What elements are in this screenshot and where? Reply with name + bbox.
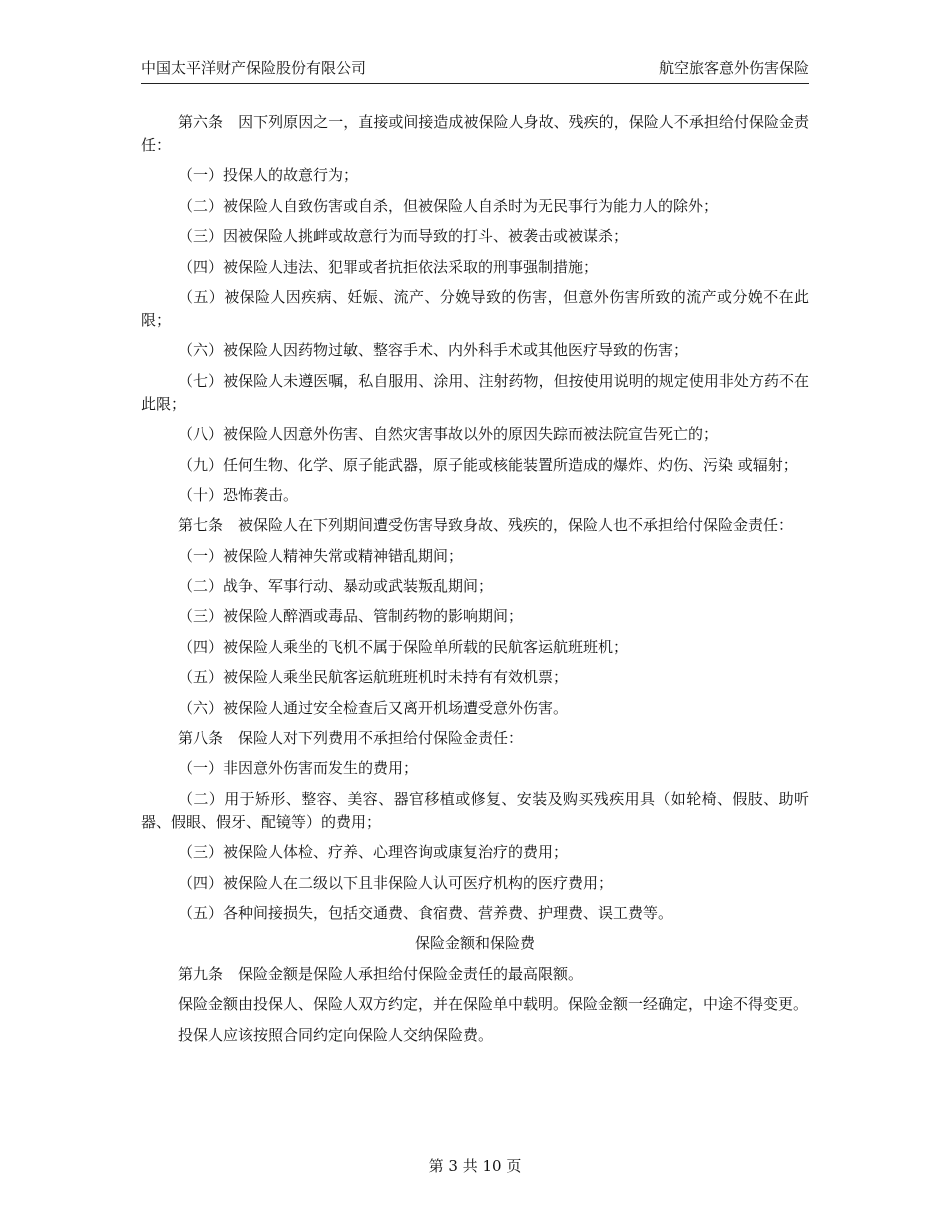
article-8-item-3: （三）被保险人体检、疗养、心理咨询或康复治疗的费用； [178,843,569,862]
page-header [141,57,809,84]
article-6-item-8: （八）被保险人因意外伤害、自然灾害事故以外的原因失踪而被法院宣告死亡的； [178,425,719,444]
article-6-item-7: （七）被保险人未遵医嘱，私自服用、涂用、注射药物，但按使用说明的规定使用非处方药不在此限； [141,371,809,413]
article-6-item-6: （六）被保险人因药物过敏、整容手术、内外科手术或其他医疗导致的伤害； [178,341,689,360]
article-7-item-6: （六）被保险人通过安全检查后又离开机场遭受意外伤害。 [178,698,569,717]
article-7-item-1: （一）被保险人精神失常或精神错乱期间； [178,546,464,565]
article-7-item-3: （三）被保险人醉酒或毒品、管制药物的影响期间； [178,607,524,626]
article-8-item-5: （五）各种间接损失，包括交通费、食宿费、营养费、护理费、误工费等。 [178,903,674,922]
article-7-heading: 第七条 被保险人在下列期间遭受伤害导致身故、残疾的，保险人也不承担给付保险金责任： [178,516,794,535]
article-6-item-10: （十）恐怖袭击。 [178,485,299,504]
article-9-paragraph-2: 投保人应该按照合同约定向保险人交纳保险费。 [178,1025,494,1044]
article-8-item-4: （四）被保险人在二级以下且非保险人认可医疗机构的医疗费用； [178,873,614,892]
article-8-item-2: （二）用于矫形、整容、美容、器官移植或修复、安装及购买残疾用具（如轮椅、假肢、助听器、假眼、假牙、配镜等）的费用； [141,789,809,831]
article-8-item-1: （一）非因意外伤害而发生的费用； [178,759,419,778]
document-body [141,111,809,1054]
article-8-heading: 第八条 保险人对下列费用不承担给付保险金责任： [178,729,524,748]
article-6-item-3: （三）因被保险人挑衅或故意行为而导致的打斗、被袭击或被谋杀； [178,227,629,246]
article-7-item-2: （二）战争、军事行动、暴动或武装叛乱期间； [178,577,494,596]
article-6-item-4: （四）被保险人违法、犯罪或者抗拒依法采取的刑事强制措施； [178,257,599,276]
article-9-paragraph-1: 保险金额由投保人、保险人双方约定，并在保险单中载明。保险金额一经确定，中途不得变更。 [178,995,809,1014]
section-title-sum-insured-and-premium: 保险金额和保险费 [414,934,535,953]
article-6-heading: 第六条 因下列原因之一，直接或间接造成被保险人身故、残疾的，保险人不承担给付保险金责任： [141,113,809,154]
article-7-item-5: （五）被保险人乘坐民航客运航班班机时未持有有效机票； [178,668,569,687]
article-7-item-4: （四）被保险人乘坐的飞机不属于保险单所载的民航客运航班班机； [178,637,629,656]
page-number: 第 3 共 10 页 [428,1157,522,1175]
article-6-item-5: （五）被保险人因疾病、妊娠、流产、分娩导致的伤害，但意外伤害所致的流产或分娩不在此限； [141,287,809,329]
header-company-name: 中国太平洋财产保险股份有限公司 [141,59,367,77]
article-6-item-9: （九）任何生物、化学、原子能武器，原子能或核能装置所造成的爆炸、灼伤、污染 或辐射； [178,455,798,474]
header-product-name: 航空旅客意外伤害保险 [658,59,809,77]
article-9-heading: 第九条 保险金额是保险人承担给付保险金责任的最高限额。 [178,964,584,983]
article-6-item-2: （二）被保险人自致伤害或自杀，但被保险人自杀时为无民事行为能力人的除外； [178,196,719,215]
article-6-item-1: （一）投保人的故意行为； [178,166,359,185]
